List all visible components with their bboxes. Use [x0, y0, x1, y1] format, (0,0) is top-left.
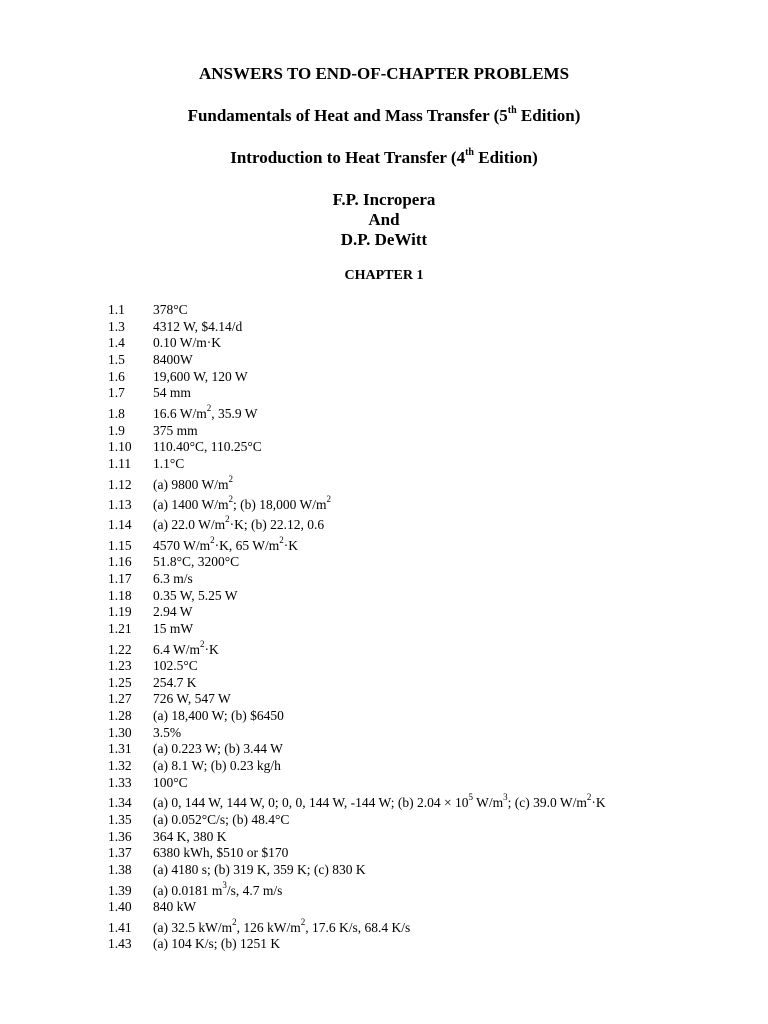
problem-number: 1.8	[108, 406, 125, 422]
problem-number: 1.27	[108, 691, 132, 707]
problem-number: 1.13	[108, 496, 132, 512]
problem-answer: 726 W, 547 W	[153, 691, 231, 707]
problem-number: 1.4	[108, 335, 125, 351]
problem-number: 1.28	[108, 708, 132, 724]
problem-answer: 0.10 W/m·K	[153, 335, 221, 351]
problem-number: 1.36	[108, 828, 132, 844]
problem-answer: 51.8°C, 3200°C	[153, 554, 240, 570]
chapter-heading: CHAPTER 1	[344, 268, 424, 283]
problem-number: 1.7	[108, 385, 125, 401]
problem-answer: 16.6 $W/m^2$, 35.9 W	[153, 403, 258, 422]
problem-number: 1.15	[108, 537, 132, 553]
problem-answer: 254.7 K	[153, 674, 197, 690]
problem-number: 1.19	[108, 604, 132, 620]
problem-number: 1.12	[108, 476, 132, 492]
problem-answer: (a) 0.223 W; (b) 3.44 W	[153, 741, 283, 757]
book-title-5th-edition: Fundamentals of Heat and Mass Transfer (5th Edition)	[187, 105, 581, 125]
problem-answer: 4312 W, $4.14/d	[153, 318, 243, 334]
problem-answer: 0.35 W, 5.25 W	[153, 587, 238, 603]
problem-answer: 2.94 W	[153, 604, 193, 620]
author-name: F.P. Incropera	[332, 190, 436, 209]
problem-answer: 110.40°C, 110.25°C	[153, 439, 262, 455]
document-title: ANSWERS TO END-OF-CHAPTER PROBLEMS	[198, 64, 570, 83]
problem-answer: (a) 8.1 W; (b) 0.23 kg/h	[153, 758, 281, 774]
problem-number: 1.21	[108, 620, 132, 636]
problem-number: 1.5	[108, 352, 125, 368]
problem-answer: 6.3 m/s	[153, 570, 193, 586]
problem-number: 1.9	[108, 422, 125, 438]
problem-answer: (a) 0.0181 $m^3/s$, 4.7 m/s	[153, 879, 283, 898]
problem-answer: 6.4 $W/m^2\cdot K$	[153, 638, 219, 657]
problem-number: 1.16	[108, 554, 132, 570]
problem-number: 1.6	[108, 368, 125, 384]
problem-answer: 15 mW	[153, 620, 194, 636]
problem-answer: (a) 104 K/s; (b) 1251 K	[153, 936, 281, 952]
problem-number: 1.17	[108, 570, 132, 586]
problem-number: 1.14	[108, 517, 132, 533]
problem-answer: (a) 4180 s; (b) 319 K, 359 K; (c) 830 K	[153, 861, 366, 877]
book-title-4th-edition: Introduction to Heat Transfer (4th Edition)	[230, 147, 538, 167]
problem-answer: 19,600 W, 120 W	[153, 368, 248, 384]
problem-answer: 4570 $W/m^2\cdot K$, 65 $W/m^2\cdot K$	[153, 534, 298, 553]
problem-number: 1.41	[108, 919, 132, 935]
problem-number: 1.22	[108, 641, 132, 657]
problem-number: 1.37	[108, 845, 132, 861]
problem-answer: 3.5%	[153, 724, 182, 740]
problem-answer: (a) 18,400 W; (b) $6450	[153, 708, 284, 724]
problem-number: 1.40	[108, 899, 132, 914]
problem-number: 1.38	[108, 861, 132, 877]
problem-answer: (a) 32.5 $kW/m^2$, 126 $kW/m^2$, 17.6 K/s, 68.4 K/s	[153, 916, 411, 935]
problem-number: 1.11	[108, 455, 132, 471]
problem-number: 1.30	[108, 724, 132, 740]
problem-number: 1.25	[108, 674, 132, 690]
problem-answer: (a) 0, 144 W, 144 W, 0; 0, 0, 144 W, -144 W; (b) $2.04 \times 10^5$ $W/m^3$; (c) 39.0 $W/m^2\cdot K$	[153, 792, 606, 811]
problem-number: 1.39	[108, 882, 132, 898]
problem-number: 1.10	[108, 439, 132, 455]
problem-number: 1.1	[108, 302, 125, 317]
problem-answer: 8400W	[153, 352, 193, 368]
problem-number: 1.33	[108, 774, 132, 790]
problem-answer: 1.1°C	[153, 455, 185, 471]
problem-number: 1.3	[108, 318, 125, 334]
problem-number: 1.35	[108, 811, 132, 827]
authors-block	[0, 190, 768, 250]
problem-answer: 102.5°C	[153, 657, 198, 673]
problem-answer: 6380 kWh, $510 or $170	[153, 845, 289, 861]
problem-number: 1.18	[108, 587, 132, 603]
problem-answer: 54 mm	[153, 385, 191, 401]
problem-answer: 364 K, 380 K	[153, 828, 227, 844]
problem-number: 1.32	[108, 758, 132, 774]
problem-answer: (a) 1400 $W/m^2$; (b) 18,000 $W/m^2$	[153, 493, 331, 512]
problem-answer: 378°C	[153, 302, 188, 317]
problem-answer: 375 mm	[153, 422, 198, 438]
problem-number: 1.23	[108, 657, 132, 673]
problem-number: 1.34	[108, 795, 132, 811]
problem-answer: (a) 22.0 $W/m^2\cdot K$; (b) 22.12, 0.6	[153, 514, 325, 533]
problem-answer: 840 kW	[153, 899, 197, 914]
problem-answer: (a) 0.052°C/s; (b) 48.4°C	[153, 811, 290, 827]
author-conjunction: And	[368, 210, 400, 229]
author-name: D.P. DeWitt	[340, 230, 428, 249]
problem-number: 1.43	[108, 936, 132, 952]
problem-answer: 100°C	[153, 774, 188, 790]
problem-number: 1.31	[108, 741, 132, 757]
problem-answer: (a) 9800 $W/m^2$	[153, 473, 233, 492]
